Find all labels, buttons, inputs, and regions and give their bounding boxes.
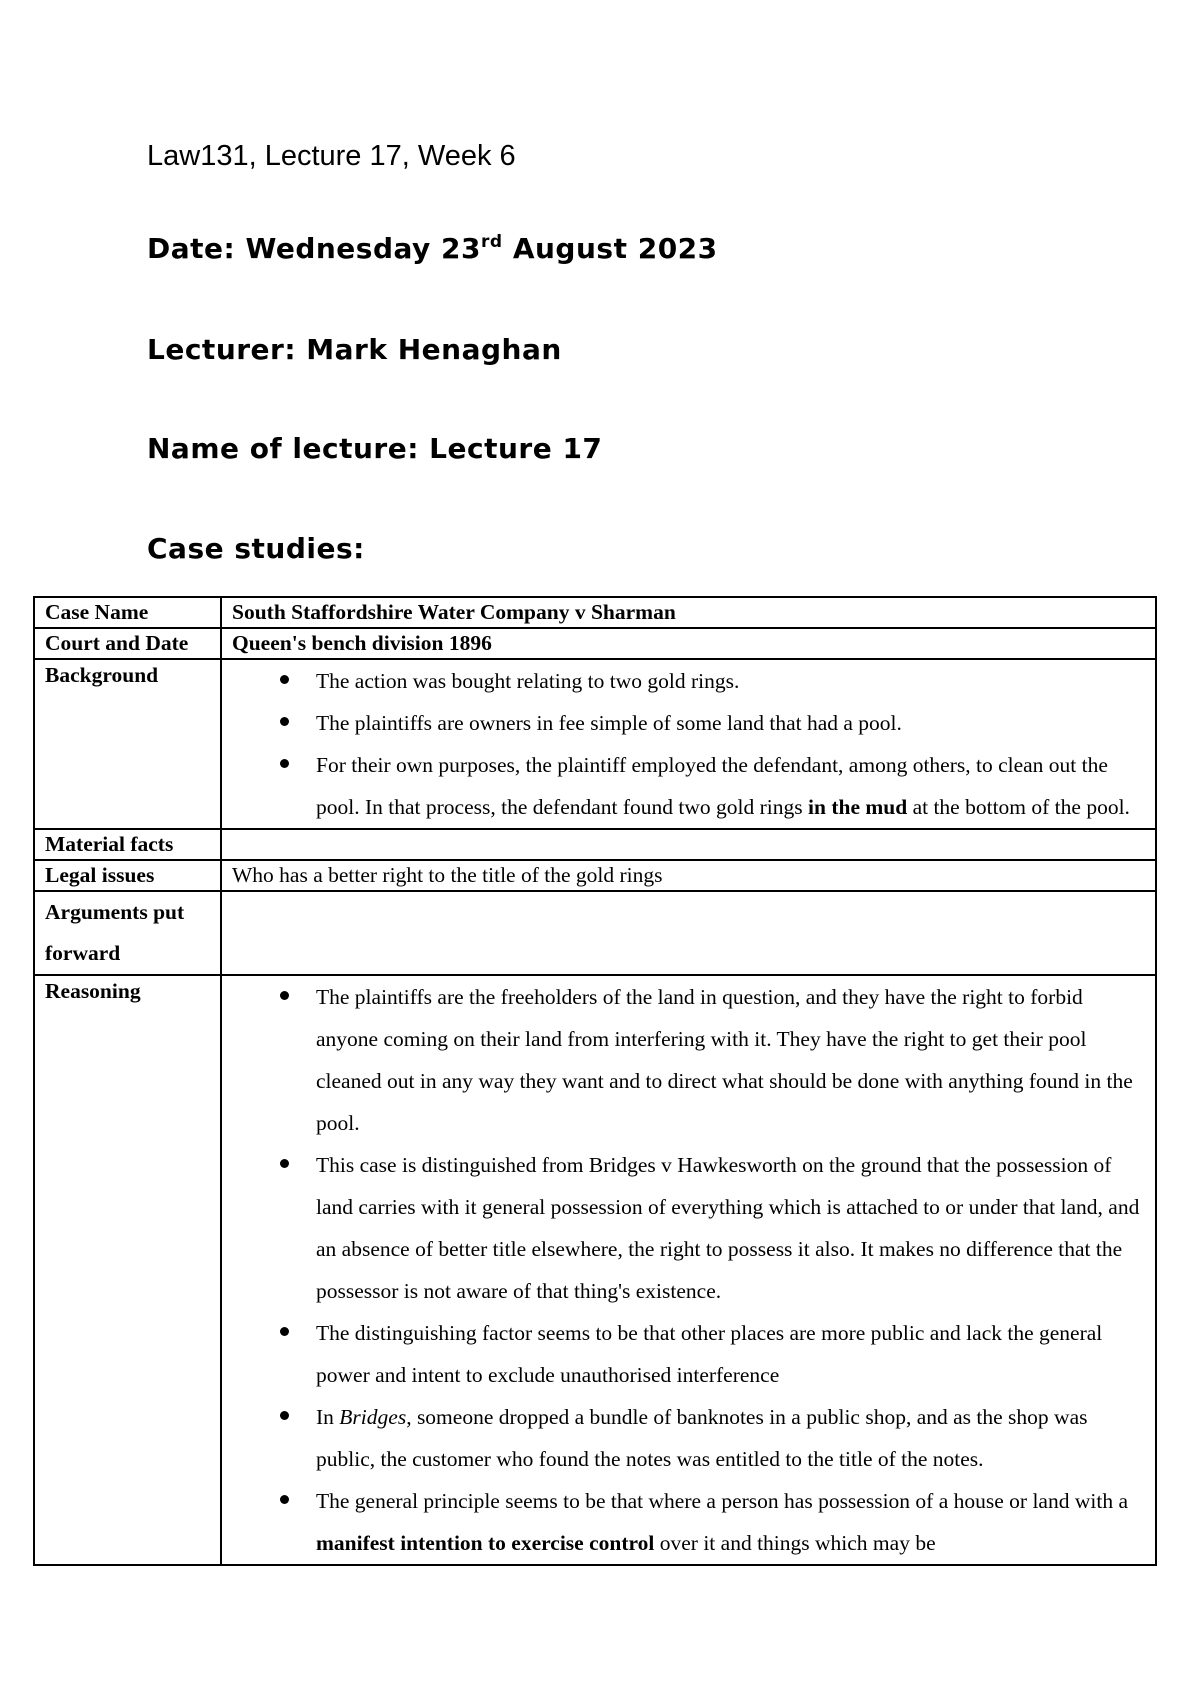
background-item	[316, 744, 1149, 828]
arguments-row	[34, 891, 1156, 975]
lecturer-heading: Lecturer: Mark Henaghan	[147, 333, 562, 366]
reasoning-row	[34, 975, 1156, 1565]
background-row	[34, 659, 1156, 829]
background-value	[221, 659, 1156, 829]
background-text: For their own purposes, the plaintiff employed the defendant, among others, to clean out the pool. In that process, the defendant found two gold rings	[316, 753, 1108, 819]
reasoning-text: In	[316, 1405, 340, 1429]
background-item: The plaintiffs are owners in fee simple of some land that had a pool.	[316, 702, 1149, 744]
case-studies-heading: Case studies:	[147, 532, 365, 565]
course-heading: Law131, Lecture 17, Week 6	[147, 140, 516, 172]
reasoning-item	[316, 1480, 1149, 1564]
reasoning-text: , someone dropped a bundle of banknotes in a public shop, and as the shop was public, the customer who found the notes was entitled to the title of the notes.	[316, 1405, 1088, 1471]
reasoning-label: Reasoning	[34, 975, 221, 1565]
case-name-value: South Staffordshire Water Company v Sharman	[221, 597, 1156, 628]
background-text: at the bottom of the pool.	[907, 795, 1130, 819]
reasoning-item	[316, 1396, 1149, 1480]
reasoning-emphasis: manifest intention to exercise control	[316, 1531, 655, 1555]
legal-issues-row	[34, 860, 1156, 891]
arguments-label: Arguments put forward	[34, 891, 221, 975]
material-facts-row	[34, 829, 1156, 860]
material-facts-value	[221, 829, 1156, 860]
background-list	[232, 660, 1149, 828]
court-date-row	[34, 628, 1156, 659]
lecture-name-heading: Name of lecture: Lecture 17	[147, 432, 603, 465]
case-citation: Bridges	[339, 1405, 407, 1429]
date-ordinal-suffix: rd	[481, 232, 503, 252]
date-heading	[147, 232, 718, 265]
court-date-label: Court and Date	[34, 628, 221, 659]
legal-issues-label: Legal issues	[34, 860, 221, 891]
date-rest: August 2023	[502, 232, 718, 265]
case-table	[33, 596, 1157, 1566]
arguments-value	[221, 891, 1156, 975]
reasoning-item: The distinguishing factor seems to be that other places are more public and lack the general power and intent to exclude unauthorised interference	[316, 1312, 1149, 1396]
case-name-row	[34, 597, 1156, 628]
case-name-label: Case Name	[34, 597, 221, 628]
reasoning-item: This case is distinguished from Bridges v Hawkesworth on the ground that the possession of land carries with it general possession of everything which is attached to or under that land, and an absence of better title elsewhere, the right to possess it also. It makes no difference that the possessor is not aware of that thing's existence.	[316, 1144, 1149, 1312]
reasoning-value	[221, 975, 1156, 1565]
background-label: Background	[34, 659, 221, 829]
background-item: The action was bought relating to two gold rings.	[316, 660, 1149, 702]
court-date-value: Queen's bench division 1896	[221, 628, 1156, 659]
reasoning-item: The plaintiffs are the freeholders of the land in question, and they have the right to forbid anyone coming on their land from interfering with it. They have the right to get their pool cleaned out in any way they want and to direct what should be done with anything found in the pool.	[316, 976, 1149, 1144]
reasoning-text: over it and things which may be	[654, 1531, 936, 1555]
reasoning-list	[232, 976, 1149, 1564]
background-emphasis: in the mud	[808, 795, 908, 819]
material-facts-label: Material facts	[34, 829, 221, 860]
reasoning-text: The general principle seems to be that where a person has possession of a house or land with a	[316, 1489, 1128, 1513]
date-prefix: Date: Wednesday 23	[147, 232, 482, 265]
legal-issues-value: Who has a better right to the title of the gold rings	[221, 860, 1156, 891]
